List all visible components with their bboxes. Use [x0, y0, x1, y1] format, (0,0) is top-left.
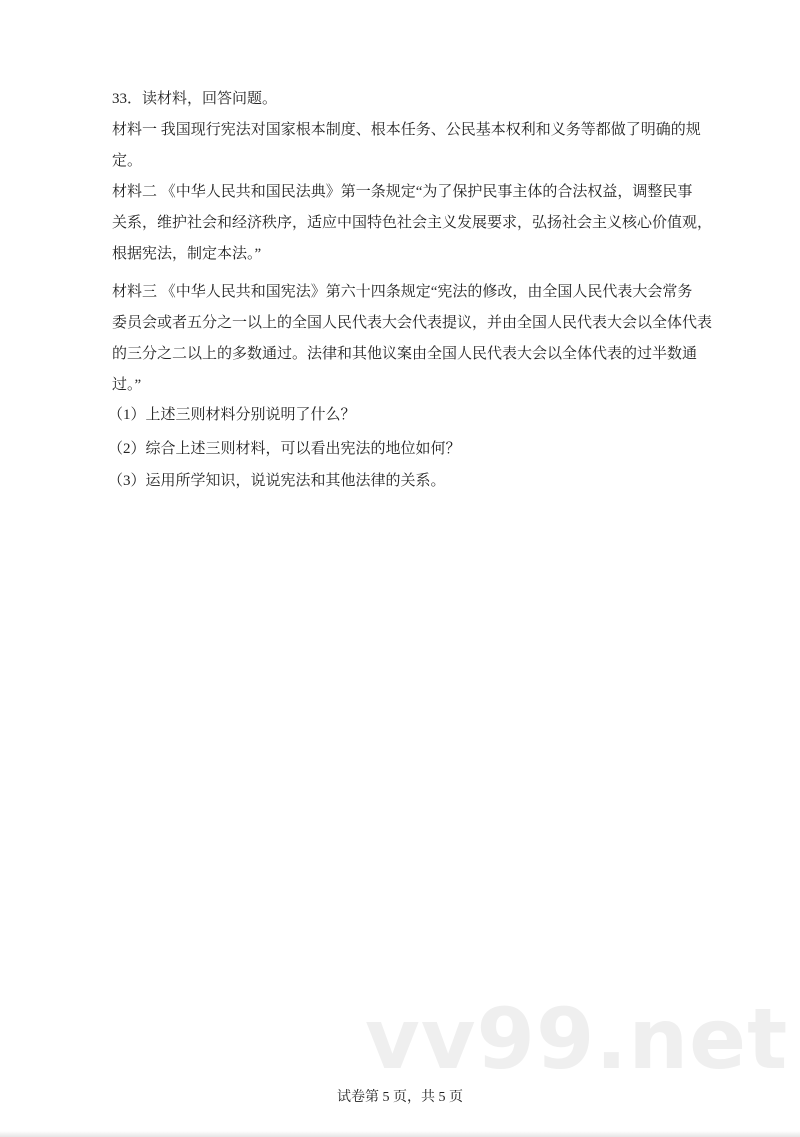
sub-question: （1）上述三则材料分别说明了什么？: [108, 407, 356, 423]
question-title: 33．读材料，回答问题。: [112, 91, 278, 107]
material-line: 关系，维护社会和经济秩序，适应中国特色社会主义发展要求，弘扬社会主义核心价值观，: [112, 215, 713, 231]
material-line: 材料三 《中华人民共和国宪法》第六十四条规定“宪法的修改，由全国人民代表大会常务: [112, 284, 693, 300]
material-line: 材料二 《中华人民共和国民法典》第一条规定“为了保护民事主体的合法权益，调整民事: [112, 184, 693, 200]
page-edge: [0, 1131, 800, 1137]
material-line: 的三分之二以上的多数通过。法律和其他议案由全国人民代表大会以全体代表的过半数通: [112, 346, 698, 362]
sub-question: （3）运用所学知识，说说宪法和其他法律的关系。: [108, 473, 446, 489]
page-footer: 试卷第 5 页，共 5 页: [337, 1090, 463, 1105]
material-line: 根据宪法，制定本法。”: [112, 246, 262, 262]
material-line: 定。: [112, 153, 143, 169]
material-line: 委员会或者五分之一以上的全国人民代表大会代表提议，并由全国人民代表大会以全体代表: [112, 315, 713, 331]
sub-question: （2）综合上述三则材料，可以看出宪法的地位如何？: [108, 441, 461, 457]
watermark: vv99.net: [365, 990, 789, 1088]
material-line: 材料一 我国现行宪法对国家根本制度、根本任务、公民基本权利和义务等都做了明确的规: [112, 122, 701, 138]
material-line: 过。”: [112, 377, 142, 393]
